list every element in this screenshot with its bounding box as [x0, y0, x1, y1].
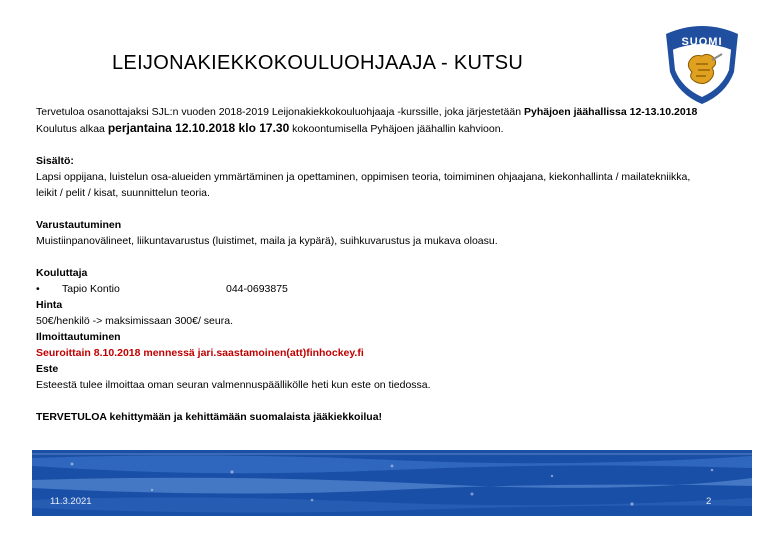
este-line: Esteestä tulee ilmoittaa oman seuran valmennuspäällikölle heti kun este on tiedossa.: [36, 379, 431, 391]
venue-date: Pyhäjoen jäähallissa 12-13.10.2018: [523, 106, 698, 118]
hinta-line: 50€/henkilö -> maksimissaan 300€/ seura.: [36, 315, 233, 327]
suomi-logo: [660, 20, 744, 106]
ice-banner: [32, 450, 752, 516]
intro-line-2: Koulutus alkaa perjantaina 12.10.2018 klo 17.30 kokoontumisella Pyhäjoen jäähallin kahvioon.: [36, 121, 504, 135]
sisalto-heading: Sisältö:: [36, 155, 74, 167]
trainer-phone: 044-0693875: [226, 283, 288, 295]
page-number: 2: [706, 496, 712, 507]
closing-line: TERVETULOA kehittymään ja kehittämään suomalaista jääkiekkoilua!: [36, 411, 383, 423]
registration-deadline: Seuroittain 8.10.2018 mennessä jari.saastamoinen(att)finhockey.fi: [36, 347, 364, 359]
bullet: •: [36, 283, 40, 295]
varustautuminen-heading: Varustautuminen: [36, 219, 122, 231]
svg-text:SUOMI: SUOMI: [681, 36, 723, 48]
sisalto-line-2: leikit / pelit / kisat, suunnittelun teoria.: [36, 187, 210, 199]
hinta-heading: Hinta: [36, 299, 63, 311]
ilmoittautuminen-heading: Ilmoittautuminen: [36, 331, 121, 343]
trainer-name: Tapio Kontio: [62, 283, 120, 295]
start-time: perjantaina 12.10.2018 klo 17.30: [107, 121, 290, 135]
sisalto-line-1: Lapsi oppijana, luistelun osa-alueiden ymmärtäminen ja opettaminen, oppimisen teoria, toimiminen ohjaajana, kiekonhallinta / mailatekniikka,: [36, 171, 691, 183]
este-heading: Este: [36, 363, 59, 375]
intro-line-1: Tervetuloa osanottajaksi SJL:n vuoden 2018-2019 Leijonakiekkokouluohjaaja -kurssille, joka järjestetään Pyhäjoen jäähallissa 12-13.10.2018: [36, 106, 698, 118]
invitation-body: [36, 104, 756, 425]
lion-crest-icon: [660, 20, 744, 106]
trainer-row: [36, 281, 756, 297]
footer-date: 11.3.2021: [50, 496, 92, 507]
varustautuminen-line: Muistiinpanovälineet, liikuntavarustus (luistimet, maila ja kypärä), suihkuvarustus ja mukava oloasu.: [36, 235, 498, 247]
kouluttaja-heading: Kouluttaja: [36, 267, 88, 279]
page-title: LEIJONAKIEKKOKOULUOHJAAJA - KUTSU: [112, 52, 524, 74]
